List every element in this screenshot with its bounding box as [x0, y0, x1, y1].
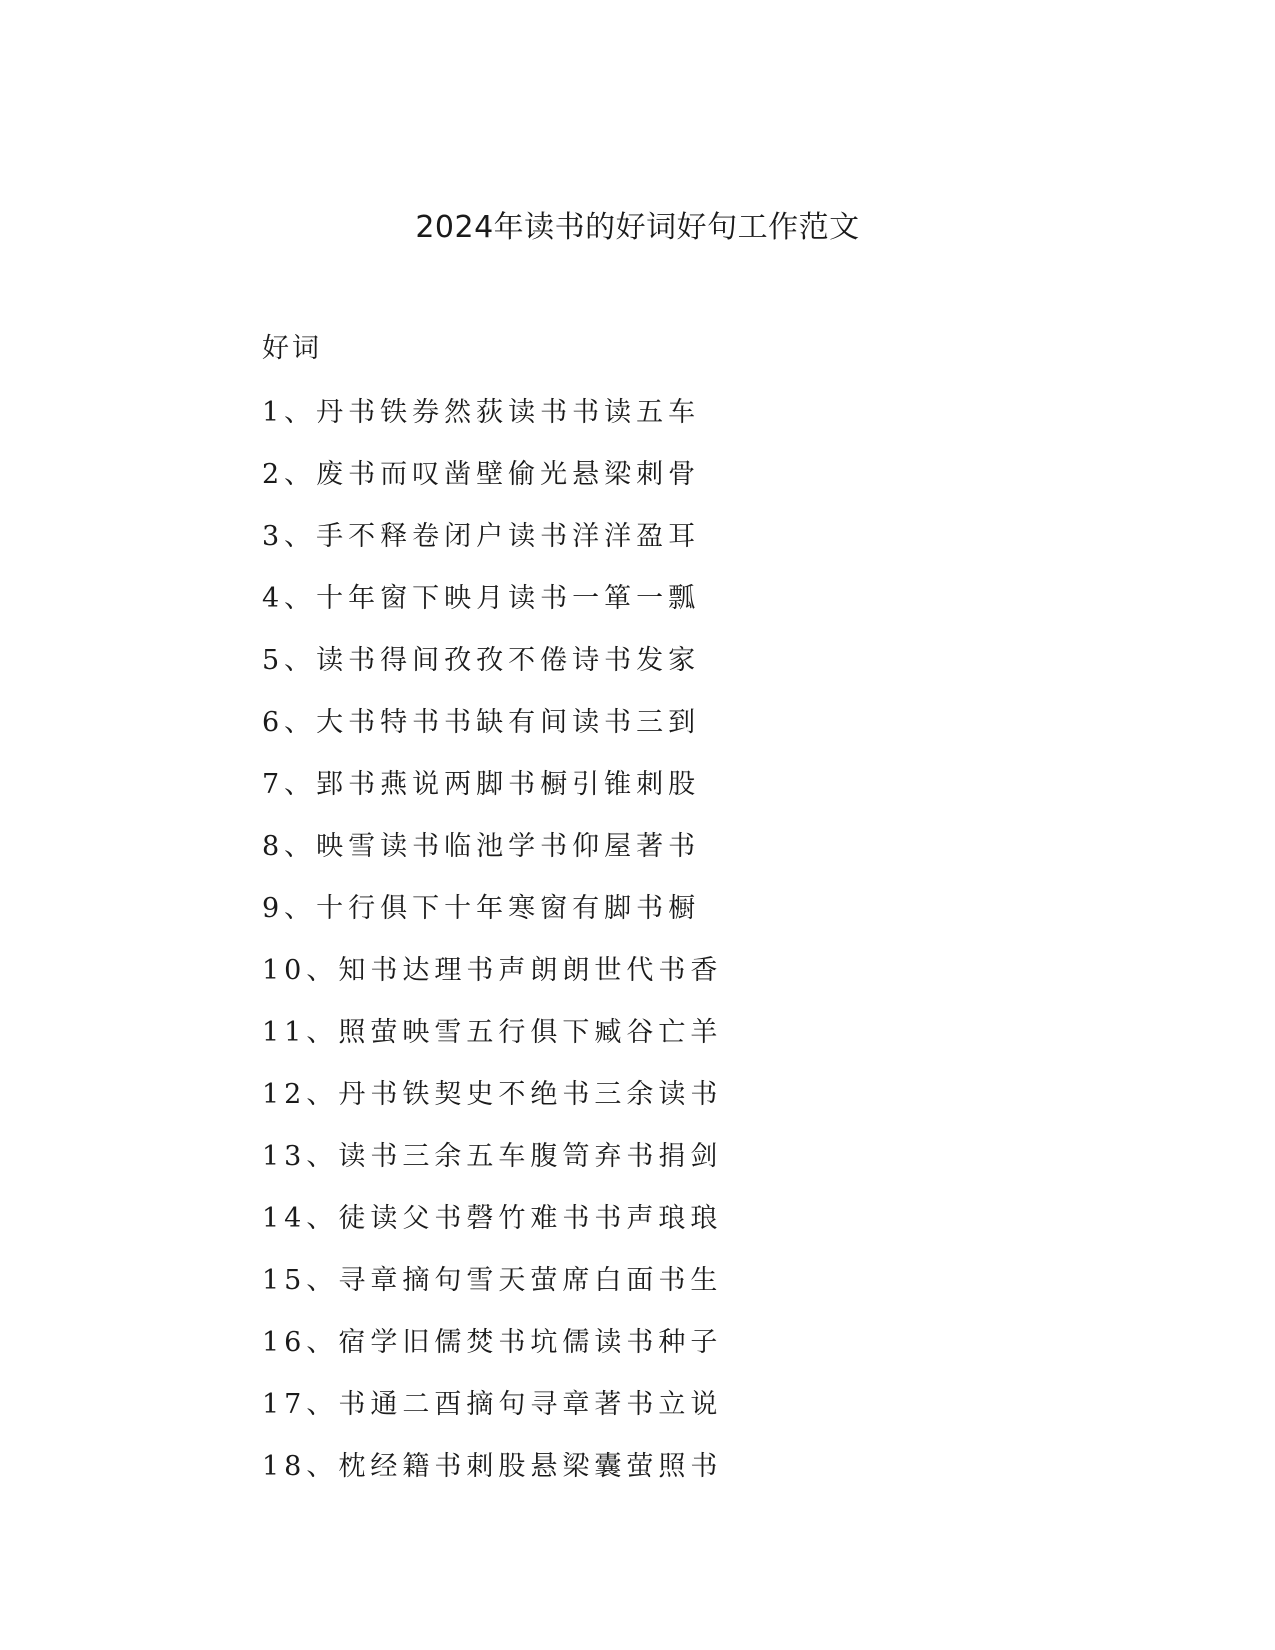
list-item: 10、知书达理书声朗朗世代书香: [262, 955, 723, 986]
list-item: 9、十行俱下十年寒窗有脚书橱: [262, 893, 701, 924]
list-item: 5、读书得间孜孜不倦诗书发家: [262, 645, 701, 676]
list-item: 14、徒读父书磬竹难书书声琅琅: [262, 1203, 723, 1234]
list-item: 17、书通二酉摘句寻章著书立说: [262, 1389, 723, 1420]
section-heading: 好词: [262, 333, 322, 364]
list-item: 4、十年窗下映月读书一箪一瓢: [262, 583, 701, 614]
list-item: 2、废书而叹凿壁偷光悬梁刺骨: [262, 459, 701, 490]
list-item: 7、郢书燕说两脚书橱引锥刺股: [262, 769, 701, 800]
word-list: [262, 395, 722, 1511]
page-title: 2024年读书的好词好句工作范文: [415, 210, 860, 245]
list-item: 16、宿学旧儒焚书坑儒读书种子: [262, 1327, 723, 1358]
list-item: 6、大书特书书缺有间读书三到: [262, 707, 701, 738]
list-item: 15、寻章摘句雪天萤席白面书生: [262, 1265, 723, 1296]
list-item: 1、丹书铁券然荻读书书读五车: [262, 397, 701, 428]
list-item: 18、枕经籍书刺股悬梁囊萤照书: [262, 1451, 723, 1482]
list-item: 13、读书三余五车腹笥弃书捐剑: [262, 1141, 723, 1172]
list-item: 8、映雪读书临池学书仰屋著书: [262, 831, 701, 862]
list-item: 12、丹书铁契史不绝书三余读书: [262, 1079, 723, 1110]
list-item: 11、照萤映雪五行俱下臧谷亡羊: [262, 1017, 723, 1048]
list-item: 3、手不释卷闭户读书洋洋盈耳: [262, 521, 701, 552]
